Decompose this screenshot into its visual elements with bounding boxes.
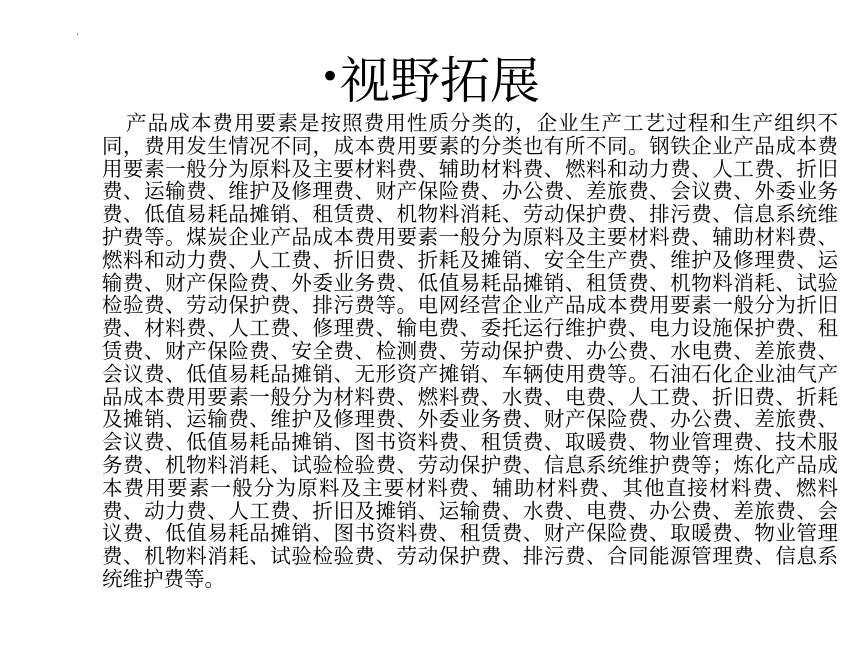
bullet-icon: • bbox=[319, 57, 341, 97]
corner-dot: . bbox=[76, 27, 80, 38]
title-text: 视野拓展 bbox=[340, 52, 541, 110]
body-paragraph: 产品成本费用要素是按照费用性质分类的，企业生产工艺过程和生产组织不同，费用发生情况不同，成本费用要素的分类也有所不同。钢铁企业产品成本费用要素一般分为原料及主要材料费、辅助材料费、燃料和动力费、人工费、折旧费、运输费、维护及修理费、财产保险费、办公费、差旅费、会议费、外委业务费、低值易耗品摊销、租赁费、机物料消耗、劳动保护费、排污费、信息系统维护费等。煤炭企业产品成本费用要素一般分为原料及主要材料费、辅助材料费、燃料和动力费、人工费、折旧费、折耗及摊销、安全生产费、维护及修理费、运输费、财产保险费、外委业务费、低值易耗品摊销、租赁费、机物料消耗、试验检验费、劳动保护费、排污费等。电网经营企业产品成本费用要素一般分为折旧费、材料费、人工费、修理费、输电费、委托运行维护费、电力设施保护费、租赁费、财产保险费、安全费、检测费、劳动保护费、办公费、水电费、差旅费、会议费、低值易耗品摊销、无形资产摊销、车辆使用费等。石油石化企业油气产品成本费用要素一般分为材料费、燃料费、水费、电费、人工费、折旧费、折耗及摊销、运输费、维护及修理费、外委业务费、财产保险费、办公费、差旅费、会议费、低值易耗品摊销、图书资料费、租赁费、取暖费、物业管理费、技术服务费、机物料消耗、试验检验费、劳动保护费、信息系统维护费等；炼化产品成本费用要素一般分为原料及主要材料费、辅助材料费、其他直接材料费、燃料费、动力费、人工费、折旧及摊销、运输费、水费、电费、办公费、差旅费、会议费、低值易耗品摊销、图书资料费、租赁费、财产保险费、取暖费、物业管理费、机物料消耗、试验检验费、劳动保护费、排污费、合同能源管理费、信息系统维护费等。 bbox=[102, 112, 838, 591]
page-title bbox=[0, 42, 860, 116]
